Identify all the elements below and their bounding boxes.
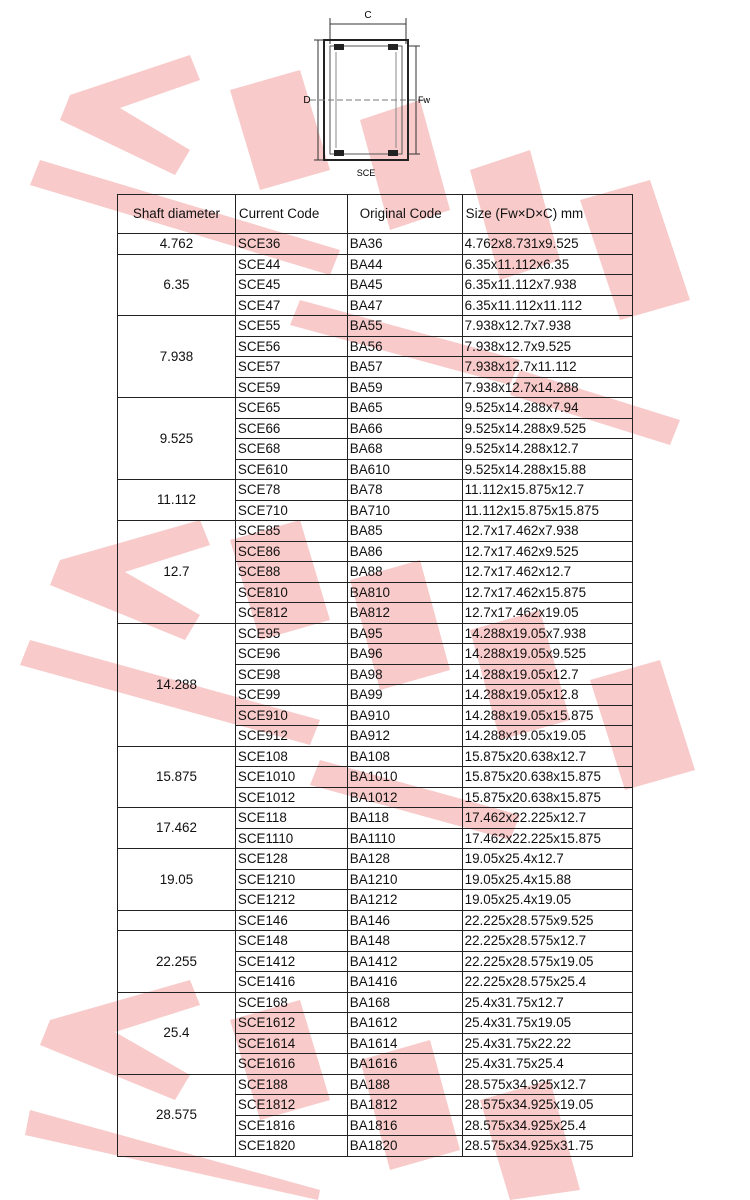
current-code-cell: SCE55 bbox=[235, 316, 347, 337]
original-code-cell: BA128 bbox=[347, 849, 462, 870]
current-code-cell: SCE86 bbox=[235, 541, 347, 562]
original-code-cell: BA96 bbox=[347, 644, 462, 665]
size-cell: 7.938x12.7x7.938 bbox=[462, 316, 632, 337]
label-sce: SCE bbox=[356, 168, 376, 178]
table-row bbox=[118, 623, 633, 644]
current-code-cell: SCE188 bbox=[235, 1074, 347, 1095]
original-code-cell: BA1412 bbox=[347, 951, 462, 972]
current-code-cell: SCE47 bbox=[235, 295, 347, 316]
bearing-diagram bbox=[300, 4, 440, 184]
size-cell: 22.225x28.575x19.05 bbox=[462, 951, 632, 972]
original-code-cell: BA55 bbox=[347, 316, 462, 337]
original-code-cell: BA168 bbox=[347, 992, 462, 1013]
current-code-cell: SCE128 bbox=[235, 849, 347, 870]
size-cell: 6.35x11.112x11.112 bbox=[462, 295, 632, 316]
original-code-cell: BA146 bbox=[347, 910, 462, 931]
current-code-cell: SCE118 bbox=[235, 808, 347, 829]
current-code-cell: SCE1612 bbox=[235, 1013, 347, 1034]
shaft-diameter-cell: 28.575 bbox=[118, 1074, 236, 1156]
current-code-cell: SCE1012 bbox=[235, 787, 347, 808]
original-code-cell: BA1010 bbox=[347, 767, 462, 788]
header-shaft-diameter: Shaft diameter bbox=[118, 195, 236, 234]
current-code-cell: SCE68 bbox=[235, 439, 347, 460]
shaft-diameter-cell: 22.255 bbox=[118, 931, 236, 993]
size-cell: 14.288x19.05x9.525 bbox=[462, 644, 632, 665]
size-cell: 19.05x25.4x12.7 bbox=[462, 849, 632, 870]
size-cell: 6.35x11.112x6.35 bbox=[462, 254, 632, 275]
size-cell: 12.7x17.462x7.938 bbox=[462, 521, 632, 542]
size-cell: 19.05x25.4x19.05 bbox=[462, 890, 632, 911]
current-code-cell: SCE57 bbox=[235, 357, 347, 378]
table-row bbox=[118, 316, 633, 337]
current-code-cell: SCE910 bbox=[235, 705, 347, 726]
shaft-diameter-cell: 7.938 bbox=[118, 316, 236, 398]
size-cell: 25.4x31.75x22.22 bbox=[462, 1033, 632, 1054]
original-code-cell: BA1816 bbox=[347, 1115, 462, 1136]
size-cell: 19.05x25.4x15.88 bbox=[462, 869, 632, 890]
original-code-cell: BA1612 bbox=[347, 1013, 462, 1034]
original-code-cell: BA36 bbox=[347, 234, 462, 255]
table-row bbox=[118, 931, 633, 952]
size-cell: 15.875x20.638x12.7 bbox=[462, 746, 632, 767]
size-cell: 28.575x34.925x12.7 bbox=[462, 1074, 632, 1095]
size-cell: 14.288x19.05x12.7 bbox=[462, 664, 632, 685]
size-cell: 12.7x17.462x9.525 bbox=[462, 541, 632, 562]
original-code-cell: BA88 bbox=[347, 562, 462, 583]
current-code-cell: SCE56 bbox=[235, 336, 347, 357]
original-code-cell: BA66 bbox=[347, 418, 462, 439]
current-code-cell: SCE1614 bbox=[235, 1033, 347, 1054]
table-row bbox=[118, 398, 633, 419]
size-cell: 14.288x19.05x7.938 bbox=[462, 623, 632, 644]
current-code-cell: SCE912 bbox=[235, 726, 347, 747]
table-row bbox=[118, 808, 633, 829]
current-code-cell: SCE36 bbox=[235, 234, 347, 255]
original-code-cell: BA912 bbox=[347, 726, 462, 747]
original-code-cell: BA85 bbox=[347, 521, 462, 542]
table-row bbox=[118, 521, 633, 542]
size-cell: 7.938x12.7x9.525 bbox=[462, 336, 632, 357]
size-cell: 28.575x34.925x25.4 bbox=[462, 1115, 632, 1136]
label-d: D bbox=[303, 95, 311, 106]
size-cell: 12.7x17.462x12.7 bbox=[462, 562, 632, 583]
size-cell: 28.575x34.925x31.75 bbox=[462, 1136, 632, 1157]
current-code-cell: SCE95 bbox=[235, 623, 347, 644]
size-cell: 9.525x14.288x9.525 bbox=[462, 418, 632, 439]
original-code-cell: BA1614 bbox=[347, 1033, 462, 1054]
original-code-cell: BA86 bbox=[347, 541, 462, 562]
current-code-cell: SCE108 bbox=[235, 746, 347, 767]
original-code-cell: BA68 bbox=[347, 439, 462, 460]
current-code-cell: SCE812 bbox=[235, 603, 347, 624]
size-cell: 6.35x11.112x7.938 bbox=[462, 275, 632, 296]
original-code-cell: BA610 bbox=[347, 459, 462, 480]
size-cell: 9.525x14.288x7.94 bbox=[462, 398, 632, 419]
original-code-cell: BA45 bbox=[347, 275, 462, 296]
current-code-cell: SCE59 bbox=[235, 377, 347, 398]
current-code-cell: SCE1110 bbox=[235, 828, 347, 849]
size-cell: 15.875x20.638x15.875 bbox=[462, 767, 632, 788]
original-code-cell: BA95 bbox=[347, 623, 462, 644]
size-cell: 25.4x31.75x19.05 bbox=[462, 1013, 632, 1034]
original-code-cell: BA98 bbox=[347, 664, 462, 685]
original-code-cell: BA99 bbox=[347, 685, 462, 706]
current-code-cell: SCE1812 bbox=[235, 1095, 347, 1116]
current-code-cell: SCE78 bbox=[235, 480, 347, 501]
original-code-cell: BA148 bbox=[347, 931, 462, 952]
watermark-stroke bbox=[60, 55, 200, 175]
size-cell: 7.938x12.7x11.112 bbox=[462, 357, 632, 378]
shaft-diameter-cell: 25.4 bbox=[118, 992, 236, 1074]
table-row bbox=[118, 992, 633, 1013]
size-cell: 14.288x19.05x15.875 bbox=[462, 705, 632, 726]
original-code-cell: BA188 bbox=[347, 1074, 462, 1095]
original-code-cell: BA1820 bbox=[347, 1136, 462, 1157]
size-cell: 22.225x28.575x12.7 bbox=[462, 931, 632, 952]
table-row bbox=[118, 480, 633, 501]
shaft-diameter-cell: 12.7 bbox=[118, 521, 236, 624]
current-code-cell: SCE1412 bbox=[235, 951, 347, 972]
shaft-diameter-cell: 15.875 bbox=[118, 746, 236, 808]
original-code-cell: BA59 bbox=[347, 377, 462, 398]
size-cell: 17.462x22.225x12.7 bbox=[462, 808, 632, 829]
original-code-cell: BA1616 bbox=[347, 1054, 462, 1075]
size-cell: 25.4x31.75x25.4 bbox=[462, 1054, 632, 1075]
table-row bbox=[118, 254, 633, 275]
original-code-cell: BA57 bbox=[347, 357, 462, 378]
header-current-code: Current Code bbox=[235, 195, 347, 234]
label-fw: Fw bbox=[418, 95, 430, 105]
shaft-diameter-cell: 6.35 bbox=[118, 254, 236, 316]
size-cell: 11.112x15.875x15.875 bbox=[462, 500, 632, 521]
original-code-cell: BA44 bbox=[347, 254, 462, 275]
shaft-diameter-cell: 9.525 bbox=[118, 398, 236, 480]
original-code-cell: BA1012 bbox=[347, 787, 462, 808]
original-code-cell: BA1210 bbox=[347, 869, 462, 890]
original-code-cell: BA47 bbox=[347, 295, 462, 316]
size-cell: 17.462x22.225x15.875 bbox=[462, 828, 632, 849]
current-code-cell: SCE1816 bbox=[235, 1115, 347, 1136]
original-code-cell: BA1110 bbox=[347, 828, 462, 849]
current-code-cell: SCE96 bbox=[235, 644, 347, 665]
table-row bbox=[118, 234, 633, 255]
original-code-cell: BA118 bbox=[347, 808, 462, 829]
size-cell: 28.575x34.925x19.05 bbox=[462, 1095, 632, 1116]
current-code-cell: SCE1820 bbox=[235, 1136, 347, 1157]
table-row bbox=[118, 746, 633, 767]
current-code-cell: SCE710 bbox=[235, 500, 347, 521]
original-code-cell: BA910 bbox=[347, 705, 462, 726]
size-cell: 15.875x20.638x15.875 bbox=[462, 787, 632, 808]
size-cell: 12.7x17.462x15.875 bbox=[462, 582, 632, 603]
current-code-cell: SCE99 bbox=[235, 685, 347, 706]
current-code-cell: SCE1210 bbox=[235, 869, 347, 890]
table-row bbox=[118, 849, 633, 870]
current-code-cell: SCE168 bbox=[235, 992, 347, 1013]
size-cell: 14.288x19.05x12.8 bbox=[462, 685, 632, 706]
original-code-cell: BA1812 bbox=[347, 1095, 462, 1116]
shaft-diameter-cell bbox=[118, 910, 236, 931]
current-code-cell: SCE44 bbox=[235, 254, 347, 275]
current-code-cell: SCE146 bbox=[235, 910, 347, 931]
size-cell: 12.7x17.462x19.05 bbox=[462, 603, 632, 624]
size-cell: 22.225x28.575x25.4 bbox=[462, 972, 632, 993]
shaft-diameter-cell: 17.462 bbox=[118, 808, 236, 849]
label-c: C bbox=[364, 10, 372, 21]
size-cell: 7.938x12.7x14.288 bbox=[462, 377, 632, 398]
table-header-row bbox=[118, 195, 633, 234]
original-code-cell: BA1212 bbox=[347, 890, 462, 911]
shaft-diameter-cell: 14.288 bbox=[118, 623, 236, 746]
size-cell: 25.4x31.75x12.7 bbox=[462, 992, 632, 1013]
current-code-cell: SCE1212 bbox=[235, 890, 347, 911]
size-cell: 9.525x14.288x12.7 bbox=[462, 439, 632, 460]
original-code-cell: BA65 bbox=[347, 398, 462, 419]
current-code-cell: SCE148 bbox=[235, 931, 347, 952]
current-code-cell: SCE45 bbox=[235, 275, 347, 296]
current-code-cell: SCE1616 bbox=[235, 1054, 347, 1075]
original-code-cell: BA812 bbox=[347, 603, 462, 624]
table-row bbox=[118, 910, 633, 931]
shaft-diameter-cell: 19.05 bbox=[118, 849, 236, 911]
current-code-cell: SCE98 bbox=[235, 664, 347, 685]
size-cell: 9.525x14.288x15.88 bbox=[462, 459, 632, 480]
size-cell: 14.288x19.05x19.05 bbox=[462, 726, 632, 747]
original-code-cell: BA56 bbox=[347, 336, 462, 357]
bearing-spec-table bbox=[117, 194, 633, 1157]
current-code-cell: SCE85 bbox=[235, 521, 347, 542]
current-code-cell: SCE810 bbox=[235, 582, 347, 603]
original-code-cell: BA78 bbox=[347, 480, 462, 501]
original-code-cell: BA810 bbox=[347, 582, 462, 603]
current-code-cell: SCE610 bbox=[235, 459, 347, 480]
header-size: Size (Fw×D×C) mm bbox=[462, 195, 632, 234]
current-code-cell: SCE88 bbox=[235, 562, 347, 583]
table-row bbox=[118, 1074, 633, 1095]
original-code-cell: BA710 bbox=[347, 500, 462, 521]
current-code-cell: SCE65 bbox=[235, 398, 347, 419]
header-original-code: Original Code bbox=[347, 195, 462, 234]
original-code-cell: BA1416 bbox=[347, 972, 462, 993]
size-cell: 4.762x8.731x9.525 bbox=[462, 234, 632, 255]
size-cell: 22.225x28.575x9.525 bbox=[462, 910, 632, 931]
size-cell: 11.112x15.875x12.7 bbox=[462, 480, 632, 501]
original-code-cell: BA108 bbox=[347, 746, 462, 767]
current-code-cell: SCE1010 bbox=[235, 767, 347, 788]
shaft-diameter-cell: 11.112 bbox=[118, 480, 236, 521]
current-code-cell: SCE66 bbox=[235, 418, 347, 439]
shaft-diameter-cell: 4.762 bbox=[118, 234, 236, 255]
current-code-cell: SCE1416 bbox=[235, 972, 347, 993]
